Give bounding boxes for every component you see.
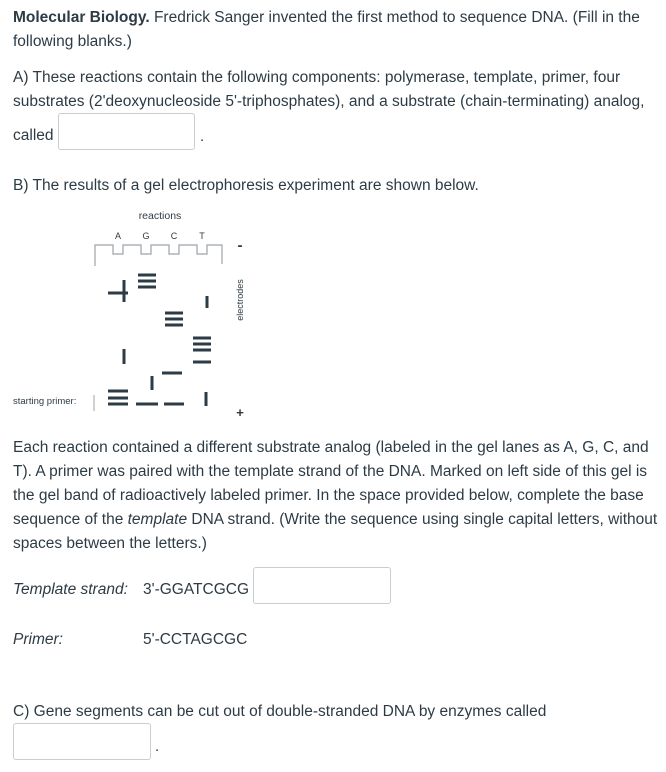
primer-sequence: 5'-CCTAGCGC (143, 631, 248, 648)
gel-lane-label-t: T (199, 231, 205, 241)
gel-lane-label-a: A (114, 231, 122, 241)
intro-paragraph (13, 6, 658, 54)
part-c-text: C) Gene segments can be cut out of double-stranded DNA by enzymes called (13, 703, 547, 720)
template-strand-label: Template strand: (13, 581, 128, 598)
primer-label: Primer: (13, 631, 63, 648)
part-b-description (13, 436, 658, 556)
part-b-text: B) The results of a gel electrophoresis experiment are shown below. (13, 177, 479, 194)
gel-wells-outline (95, 245, 222, 266)
intro-text: Fredrick Sanger invented the first method to sequence DNA. (Fill in the following blanks.) (13, 9, 640, 50)
part-a-called-label: called (13, 127, 54, 144)
gel-figure (0, 200, 300, 430)
gel-lane-t-bands (193, 296, 211, 406)
gel-plus-sign: + (236, 405, 244, 420)
gel-lane-g-bands (136, 275, 158, 404)
part-c-period: . (155, 738, 160, 755)
template-strand-prefix: 3'-GGATCGCG (143, 581, 250, 598)
gel-minus-sign: - (237, 237, 243, 254)
intro-heading: Molecular Biology. (13, 9, 150, 26)
gel-lane-label-g: G (142, 231, 150, 241)
part-b-description-2: DNA strand. (Write the sequence using single capital letters, without spaces between the letters.) (13, 511, 658, 552)
part-a-answer-input[interactable] (58, 113, 195, 150)
gel-reactions-label: reactions (138, 210, 182, 222)
part-c-answer-input[interactable] (13, 723, 151, 760)
part-a-text: A) These reactions contain the following components: polymerase, template, primer, four substrates (2'deoxynucleoside 5'-triphosphates), and a substrate (chain-terminating) analog, (13, 69, 645, 110)
gel-lane-label-c: C (170, 231, 178, 241)
part-b-description-italic: template (127, 511, 188, 528)
gel-starting-primer-label: starting primer: (13, 396, 77, 407)
gel-lane-c-bands (162, 313, 184, 404)
gel-lane-a-bands (108, 280, 128, 404)
template-strand-input[interactable] (253, 567, 391, 604)
part-b-description-1: Each reaction contained a different substrate analog (labeled in the gel lanes as A, G, C, and T). A primer was paired with the template strand of the DNA. Marked on left side of this gel is the gel band of radioactively labeled primer. In the space provided below, complete the base sequence of the (13, 439, 649, 528)
part-a-period: . (200, 128, 205, 145)
gel-electrodes-label: electrodes (235, 279, 245, 321)
